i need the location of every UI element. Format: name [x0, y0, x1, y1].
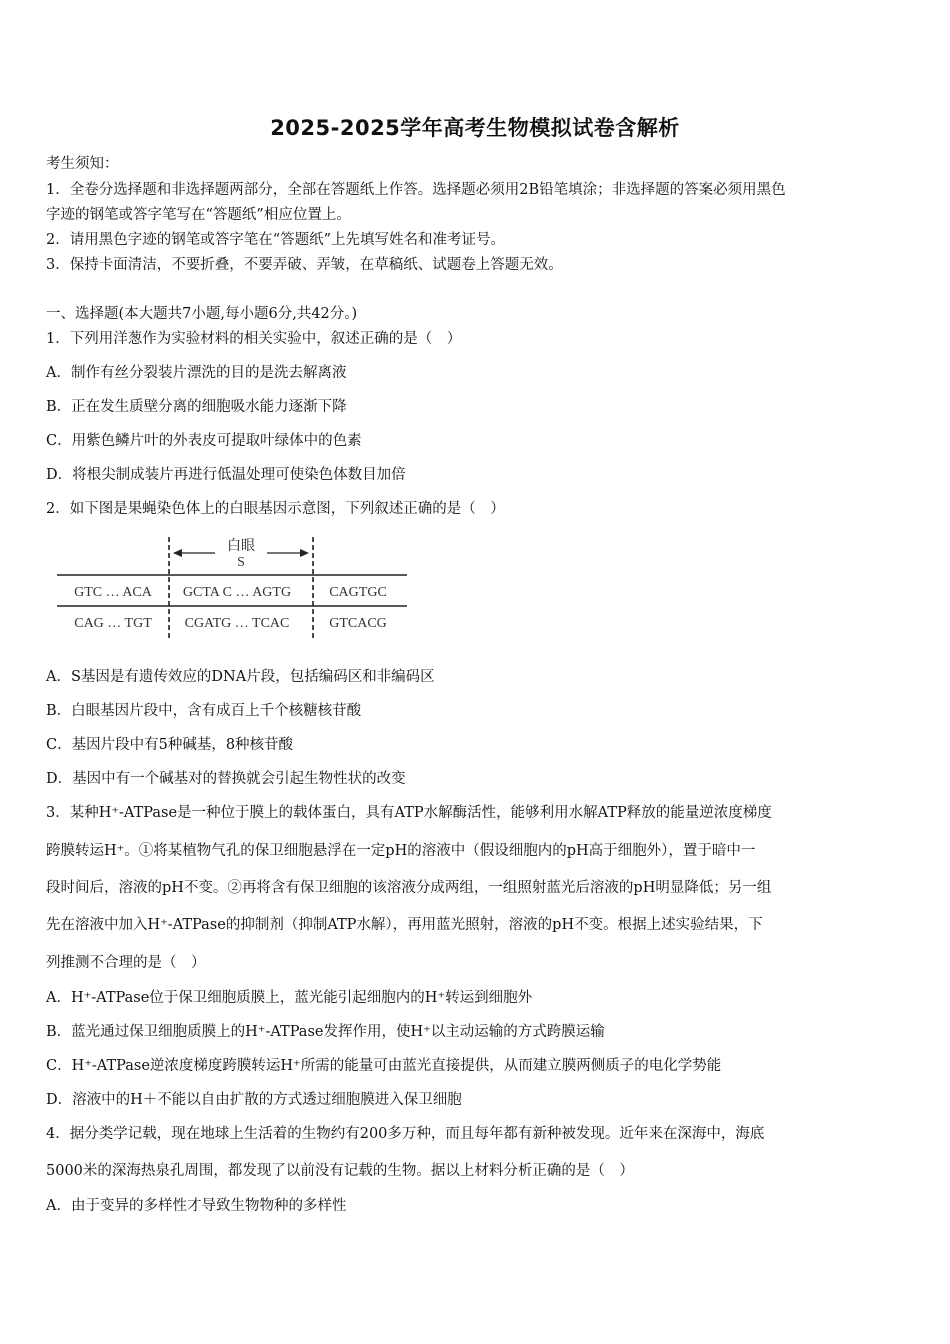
question-3-stem-line: 先在溶液中加入H⁺-ATPase的抑制剂（抑制ATP水解），再用蓝光照射，溶液的pH不变。根据上述实验结果，下 — [46, 917, 763, 933]
notice-heading: 考生须知： — [46, 156, 119, 172]
question-2-option-a: A．S基因是有遗传效应的DNA片段，包括编码区和非编码区 — [46, 669, 435, 685]
gene-label: 白眼 — [227, 538, 255, 554]
question-3-option-a: A．H⁺-ATPase位于保卫细胞质膜上，蓝光能引起细胞内的H⁺转运到细胞外 — [46, 990, 533, 1006]
notice-item: 1．全卷分选择题和非选择题两部分，全部在答题纸上作答。选择题必须用2B铅笔填涂；非选择题的答案必须用黑色 — [46, 182, 786, 198]
question-3-stem-line: 3．某种H⁺-ATPase是一种位于膜上的载体蛋白，具有ATP水解酶活性，能够利用水解ATP释放的能量逆浓度梯度 — [46, 805, 772, 821]
question-2-option-b: B．白眼基因片段中，含有成百上千个核糖核苷酸 — [46, 703, 362, 719]
notice-item: 字迹的钢笔或答字笔写在“答题纸”相应位置上。 — [46, 207, 351, 223]
gene-symbol: S — [237, 555, 245, 570]
question-4-stem-line: 5000米的深海热泉孔周围，都发现了以前没有记载的生物。据以上材料分析正确的是（ ） — [46, 1163, 634, 1179]
question-1-option-d: D．将根尖制成装片再进行低温处理可使染色体数目加倍 — [46, 467, 406, 483]
page-title: 2025-2025学年高考生物模拟试卷含解析 — [270, 116, 680, 140]
notice-item: 2．请用黑色字迹的钢笔或答字笔在“答题纸”上先填写姓名和准考证号。 — [46, 232, 506, 248]
question-2-stem: 2．如下图是果蝇染色体上的白眼基因示意图，下列叙述正确的是（ ） — [46, 501, 505, 517]
question-4-option-a: A．由于变异的多样性才导致生物物种的多样性 — [46, 1198, 347, 1214]
question-2-option-d: D．基因中有一个碱基对的替换就会引起生物性状的改变 — [46, 771, 406, 787]
bottom-strand-gene: CGATG … TCAC — [184, 616, 290, 631]
question-1-stem: 1．下列用洋葱作为实验材料的相关实验中，叙述正确的是（ ） — [46, 331, 462, 347]
top-strand-left: GTC … ACA — [74, 585, 152, 600]
question-4-stem-line: 4．据分类学记载，现在地球上生活着的生物约有200多万种，而且每年都有新种被发现。近年来在深海中，海底 — [46, 1126, 765, 1142]
question-1-option-c: C．用紫色鳞片叶的外表皮可提取叶绿体中的色素 — [46, 433, 362, 449]
question-3-option-b: B．蓝光通过保卫细胞质膜上的H⁺-ATPase发挥作用，使H⁺以主动运输的方式跨膜运输 — [46, 1024, 605, 1040]
question-3-stem-line: 列推测不合理的是（ ） — [46, 955, 206, 971]
bottom-strand-right: GTCACG — [329, 616, 387, 631]
top-strand-right: CAGTGC — [329, 585, 387, 600]
question-1-option-b: B．正在发生质壁分离的细胞吸水能力逐渐下降 — [46, 399, 347, 415]
question-3-option-c: C．H⁺-ATPase逆浓度梯度跨膜转运H⁺所需的能量可由蓝光直接提供，从而建立膜两侧质子的电化学势能 — [46, 1058, 722, 1074]
arrow-head-left — [173, 549, 182, 557]
question-3-stem-line: 段时间后，溶液的pH不变。②再将含有保卫细胞的该溶液分成两组，一组照射蓝光后溶液的pH明显降低；另一组 — [46, 880, 772, 896]
question-1-option-a: A．制作有丝分裂装片漂洗的目的是洗去解离液 — [46, 365, 347, 381]
bottom-strand-left: CAG … TGT — [74, 616, 152, 631]
top-strand-gene: GCTA C … AGTG — [182, 585, 292, 600]
section-heading: 一、选择题(本大题共7小题,每小题6分,共42分。) — [46, 306, 358, 322]
question-2-option-c: C．基因片段中有5种碱基，8种核苷酸 — [46, 737, 294, 753]
notice-item: 3．保持卡面清洁，不要折叠，不要弄破、弄皱，在草稿纸、试题卷上答题无效。 — [46, 257, 563, 273]
arrow-head-right — [300, 549, 309, 557]
white-eye-gene-diagram — [55, 533, 415, 643]
question-3-option-d: D．溶液中的H＋不能以自由扩散的方式透过细胞膜进入保卫细胞 — [46, 1092, 462, 1108]
question-3-stem-line: 跨膜转运H⁺。①将某植物气孔的保卫细胞悬浮在一定pH的溶液中（假设细胞内的pH高于细胞外），置于暗中一 — [46, 843, 756, 859]
